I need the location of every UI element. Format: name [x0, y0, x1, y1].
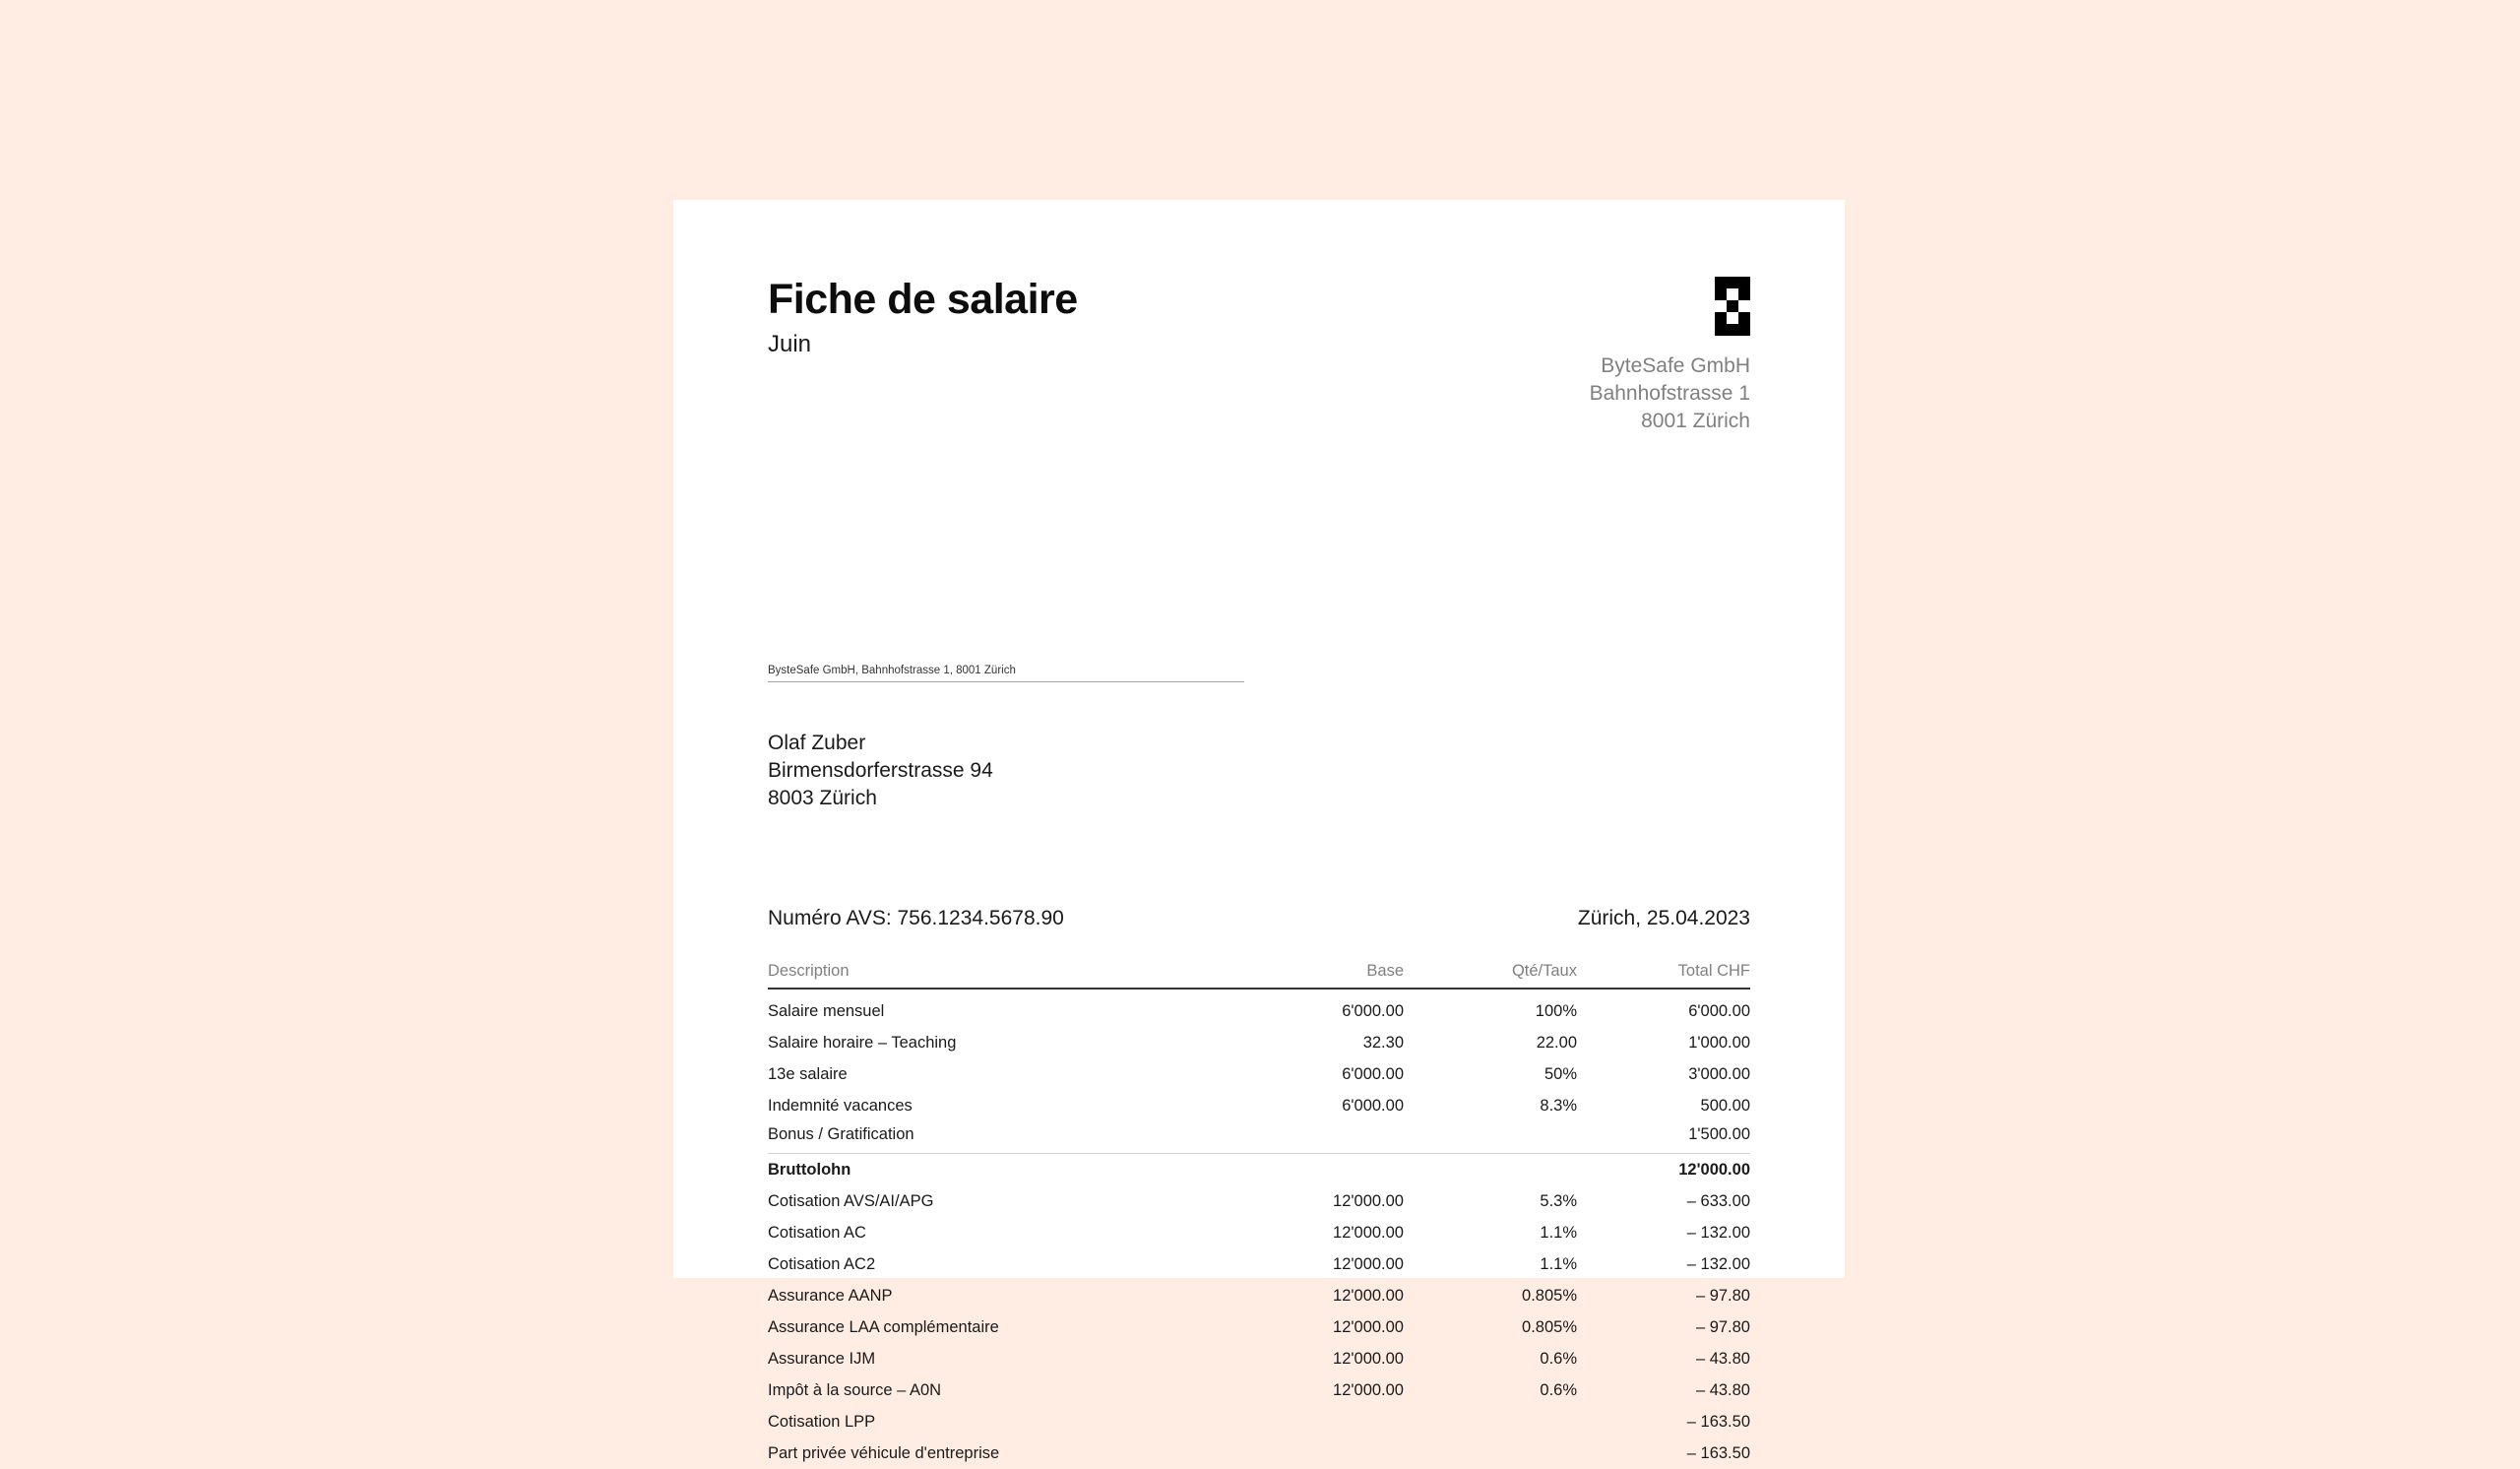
cell-description: 13e salaire: [768, 1064, 848, 1083]
cell-total: 500.00: [1700, 1096, 1750, 1115]
cell-qty-rate: 5.3%: [1540, 1191, 1577, 1210]
cell-total: – 163.50: [1686, 1412, 1750, 1431]
cell-total: – 97.80: [1695, 1286, 1750, 1305]
table-row: [768, 1437, 1750, 1469]
table-row: [768, 1406, 1750, 1437]
table-row: [768, 1090, 1750, 1121]
cell-base: 12'000.00: [1333, 1317, 1404, 1336]
table-row: [768, 1058, 1750, 1090]
cell-base: 12'000.00: [1333, 1223, 1404, 1242]
cell-description: Bruttolohn: [768, 1160, 851, 1179]
table-row: [768, 1121, 1750, 1154]
cell-base: 32.30: [1362, 1033, 1404, 1052]
cell-description: Bonus / Gratification: [768, 1125, 914, 1143]
cell-description: Cotisation AVS/AI/APG: [768, 1191, 934, 1210]
cell-total: 3'000.00: [1688, 1064, 1750, 1083]
cell-base: 6'000.00: [1342, 1096, 1404, 1115]
payslip-content: [768, 200, 1750, 1462]
cell-description: Part privée véhicule d'entreprise: [768, 1443, 1000, 1462]
company-name: ByteSafe GmbH: [1601, 354, 1750, 377]
cell-description: Assurance AANP: [768, 1286, 893, 1305]
cell-total: – 97.80: [1695, 1317, 1750, 1336]
recipient-street: Birmensdorferstrasse 94: [768, 759, 993, 782]
cell-total: 6'000.00: [1688, 1001, 1750, 1020]
company-city: 8001 Zürich: [1641, 410, 1750, 432]
table-row: [768, 1343, 1750, 1374]
cell-total: – 43.80: [1695, 1380, 1750, 1399]
cell-total: – 633.00: [1686, 1191, 1750, 1210]
table-row: [768, 1027, 1750, 1058]
cell-qty-rate: 50%: [1544, 1064, 1577, 1083]
cell-total: – 132.00: [1686, 1254, 1750, 1273]
recipient-address: [768, 730, 993, 812]
header-description: Description: [768, 962, 850, 980]
cell-total: – 132.00: [1686, 1223, 1750, 1242]
cell-qty-rate: 8.3%: [1540, 1096, 1577, 1115]
table-header-row: [768, 962, 1750, 990]
checker-logo-icon: [1715, 277, 1750, 336]
cell-description: Indemnité vacances: [768, 1096, 913, 1115]
table-row: [768, 1217, 1750, 1248]
recipient-name: Olaf Zuber: [768, 732, 866, 754]
header-base: Base: [1366, 962, 1404, 980]
cell-qty-rate: 0.805%: [1522, 1317, 1577, 1336]
cell-description: Cotisation LPP: [768, 1412, 876, 1431]
table-row: [768, 1311, 1750, 1343]
cell-qty-rate: 1.1%: [1540, 1223, 1577, 1242]
header-qty-rate: Qté/Taux: [1511, 962, 1577, 980]
cell-total: – 163.50: [1686, 1443, 1750, 1462]
cell-base: 12'000.00: [1333, 1349, 1404, 1368]
table-row: [768, 1185, 1750, 1217]
recipient-city: 8003 Zürich: [768, 787, 877, 809]
table-row: [768, 1374, 1750, 1406]
cell-qty-rate: 100%: [1535, 1001, 1577, 1020]
cell-description: Salaire mensuel: [768, 1001, 885, 1020]
header-total: Total CHF: [1677, 962, 1750, 980]
cell-base: 12'000.00: [1333, 1380, 1404, 1399]
sender-return-address: BysteSafe GmbH, Bahnhofstrasse 1, 8001 Zürich: [768, 665, 1244, 682]
cell-total: – 43.80: [1695, 1349, 1750, 1368]
cell-qty-rate: 0.6%: [1540, 1349, 1577, 1368]
cell-base: 6'000.00: [1342, 1064, 1404, 1083]
cell-description: Cotisation AC: [768, 1223, 866, 1242]
cell-qty-rate: 0.805%: [1522, 1286, 1577, 1305]
cell-total: 12'000.00: [1678, 1160, 1750, 1179]
table-row: [768, 1248, 1750, 1280]
cell-base: 12'000.00: [1333, 1286, 1404, 1305]
cell-total: 1'000.00: [1688, 1033, 1750, 1052]
cell-description: Salaire horaire – Teaching: [768, 1033, 957, 1052]
company-address: [1590, 352, 1750, 435]
cell-qty-rate: 22.00: [1536, 1033, 1577, 1052]
page-subtitle: Juin: [768, 331, 812, 357]
page-title: Fiche de salaire: [768, 276, 1078, 323]
cell-qty-rate: 0.6%: [1540, 1380, 1577, 1399]
cell-base: 12'000.00: [1333, 1254, 1404, 1273]
company-street: Bahnhofstrasse 1: [1589, 382, 1750, 405]
cell-description: Assurance LAA complémentaire: [768, 1317, 999, 1336]
cell-description: Impôt à la source – A0N: [768, 1380, 942, 1399]
gross-salary-row: [768, 1154, 1750, 1185]
cell-qty-rate: 1.1%: [1540, 1254, 1577, 1273]
avs-number: Numéro AVS: 756.1234.5678.90: [768, 907, 1064, 929]
table-row: [768, 1280, 1750, 1311]
salary-table: [768, 962, 1750, 1469]
cell-description: Assurance IJM: [768, 1349, 876, 1368]
document-date: Zürich, 25.04.2023: [1577, 907, 1750, 929]
payslip-sheet: [673, 200, 1845, 1462]
cell-base: 6'000.00: [1342, 1001, 1404, 1020]
cell-total: 1'500.00: [1688, 1125, 1750, 1143]
cell-base: 12'000.00: [1333, 1191, 1404, 1210]
table-row: [768, 995, 1750, 1027]
cell-description: Cotisation AC2: [768, 1254, 876, 1273]
